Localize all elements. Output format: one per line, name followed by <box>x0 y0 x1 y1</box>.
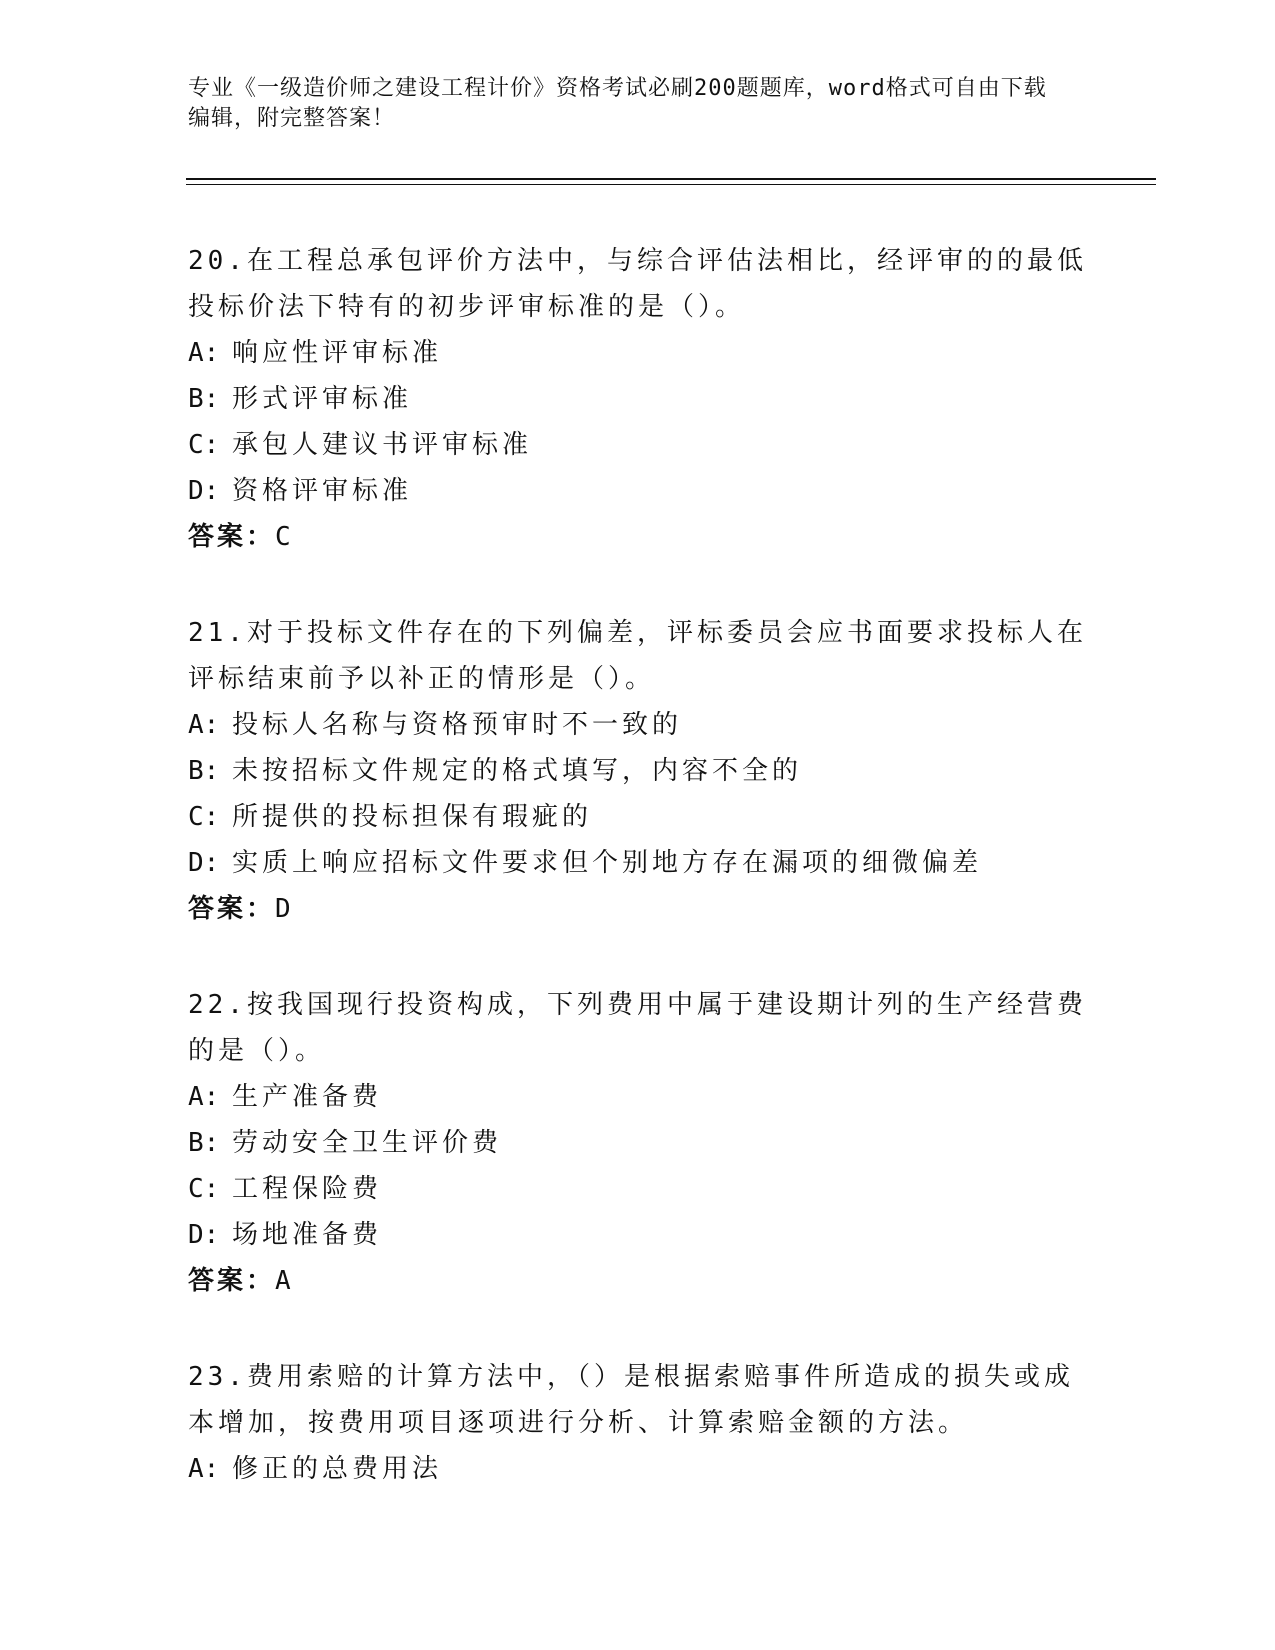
option-text: 承包人建议书评审标准 <box>232 430 533 460</box>
option-key: D: <box>188 1220 220 1250</box>
question-stem: 23.费用索赔的计算方法中，（）是根据索赔事件所造成的损失或成本增加，按费用项目逐项进行分析、计算索赔金额的方法。 <box>188 1362 1074 1438</box>
header-divider-thick <box>186 178 1156 180</box>
option-key: D: <box>188 476 220 506</box>
option-key: A: <box>188 1082 220 1112</box>
option-a <box>188 1074 1088 1120</box>
option-b <box>188 748 1088 794</box>
option-a <box>188 1446 1088 1492</box>
option-text: 未按招标文件规定的格式填写，内容不全的 <box>232 756 803 786</box>
option-text: 劳动安全卫生评价费 <box>232 1128 503 1158</box>
question-23 <box>188 1354 1088 1492</box>
option-key: A: <box>188 710 220 740</box>
answer-label: 答案： <box>188 522 276 552</box>
option-key: B: <box>188 384 220 414</box>
option-a <box>188 702 1088 748</box>
option-text: 所提供的投标担保有瑕疵的 <box>232 802 593 832</box>
option-key: A: <box>188 1454 220 1484</box>
option-d <box>188 468 1088 514</box>
option-d <box>188 1212 1088 1258</box>
option-text: 实质上响应招标文件要求但个别地方存在漏项的细微偏差 <box>232 848 983 878</box>
question-stem: 22.按我国现行投资构成，下列费用中属于建设期计列的生产经营费的是（）。 <box>188 990 1087 1066</box>
answer-value: A <box>275 1266 293 1296</box>
answer-label: 答案： <box>188 1266 276 1296</box>
header-divider-thin <box>186 184 1156 185</box>
option-text: 响应性评审标准 <box>232 338 443 368</box>
option-text: 修正的总费用法 <box>232 1454 443 1484</box>
option-d <box>188 840 1088 886</box>
option-text: 形式评审标准 <box>232 384 413 414</box>
option-b <box>188 376 1088 422</box>
option-b <box>188 1120 1088 1166</box>
question-stem: 21.对于投标文件存在的下列偏差，评标委员会应书面要求投标人在评标结束前予以补正的情形是（）。 <box>188 618 1087 694</box>
answer-line <box>188 886 1088 932</box>
question-20 <box>188 238 1088 560</box>
answer-value: D <box>275 894 293 924</box>
option-c <box>188 1166 1088 1212</box>
answer-line <box>188 514 1088 560</box>
option-c <box>188 794 1088 840</box>
question-list <box>188 238 1088 1542</box>
answer-value: C <box>275 522 293 552</box>
document-header: 专业《一级造价师之建设工程计价》资格考试必刷200题题库，word格式可自由下载编辑，附完整答案！ <box>188 76 1047 131</box>
question-22 <box>188 982 1088 1304</box>
question-21 <box>188 610 1088 932</box>
option-text: 资格评审标准 <box>232 476 413 506</box>
option-text: 场地准备费 <box>232 1220 383 1250</box>
option-text: 投标人名称与资格预审时不一致的 <box>232 710 683 740</box>
option-key: A: <box>188 338 220 368</box>
option-text: 工程保险费 <box>232 1174 383 1204</box>
option-c <box>188 422 1088 468</box>
option-key: C: <box>188 1174 220 1204</box>
answer-line <box>188 1258 1088 1304</box>
answer-label: 答案： <box>188 894 276 924</box>
option-key: D: <box>188 848 220 878</box>
option-key: C: <box>188 802 220 832</box>
option-key: C: <box>188 430 220 460</box>
option-text: 生产准备费 <box>232 1082 383 1112</box>
question-stem: 20.在工程总承包评价方法中，与综合评估法相比，经评审的的最低投标价法下特有的初步评审标准的是（）。 <box>188 246 1087 322</box>
option-key: B: <box>188 1128 220 1158</box>
option-a <box>188 330 1088 376</box>
option-key: B: <box>188 756 220 786</box>
